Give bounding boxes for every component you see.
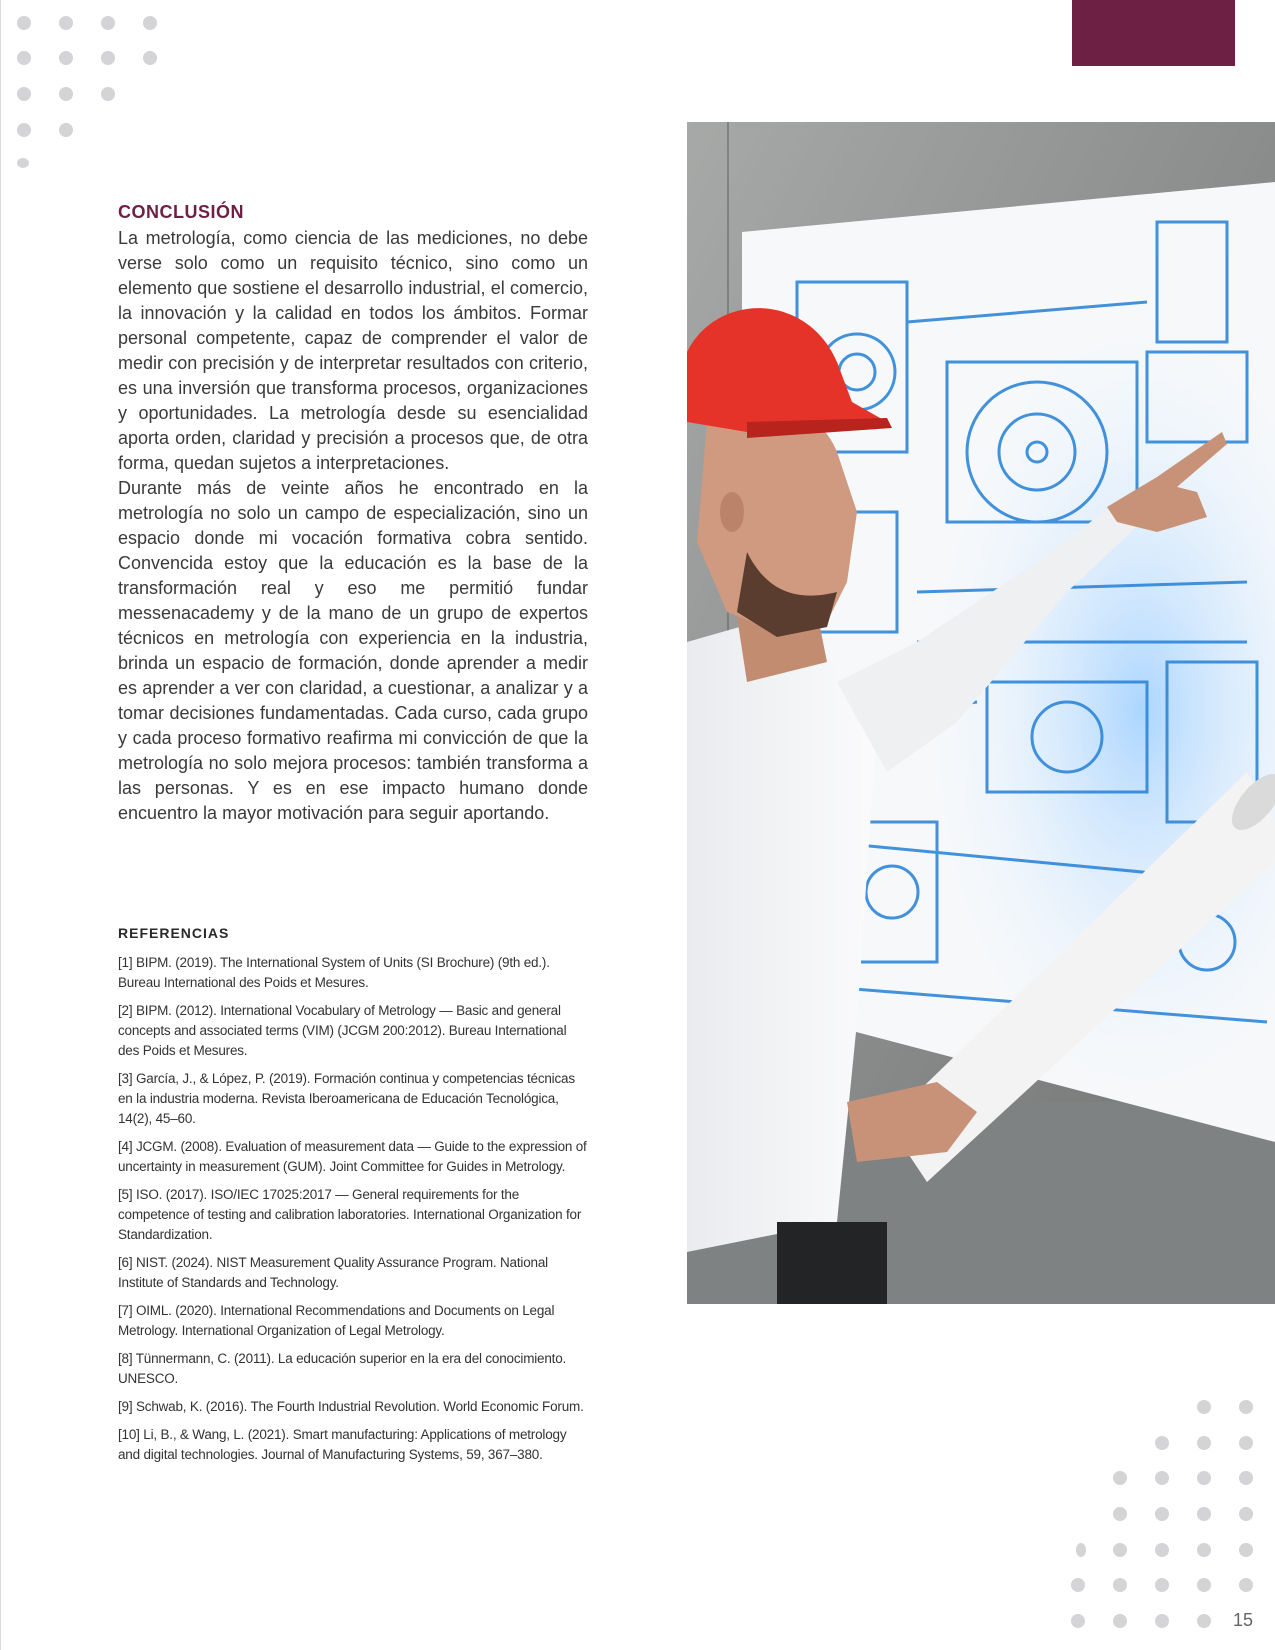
engineer-blueprint-photo xyxy=(687,122,1275,1304)
page-left-rule xyxy=(0,0,1,1650)
reference-item: [1] BIPM. (2019). The International System of Units (SI Brochure) (9th ed.). Bureau International des Poids et Mesures. xyxy=(118,955,550,990)
accent-block xyxy=(1072,0,1235,66)
paragraph: Durante más de veinte años he encontrado en la metrología no solo un campo de especialización, sino un espacio donde mi vocación formativa cobra sentido. Convencida estoy que la educación es la base de la transformación real y eso me permitió fundar messenacademy y de la mano de un grupo de expertos técnicos en metrología con experiencia en la industria, brinda un espacio de formación, donde aprender a medir es aprender a ver con claridad, a cuestionar, a analizar y a tomar decisiones fundamentadas. Cada curso, cada grupo y cada proceso formativo reafirma mi convicción de que la metrología no solo mejora procesos: también transforma a las personas. Y es en ese impacto humano donde encuentro la mayor motivación para seguir aportando. xyxy=(118,478,588,823)
reference-item: [6] NIST. (2024). NIST Measurement Quality Assurance Program. National Institute of Standards and Technology. xyxy=(118,1255,548,1290)
reference-item: [5] ISO. (2017). ISO/IEC 17025:2017 — General requirements for the competence of testing and calibration laboratories. International Organization for Standardization. xyxy=(118,1187,582,1242)
reference-item: [4] JCGM. (2008). Evaluation of measurement data — Guide to the expression of uncertainty in measurement (GUM). Joint Committee for Guides in Metrology. xyxy=(118,1139,587,1174)
reference-item: [9] Schwab, K. (2016). The Fourth Industrial Revolution. World Economic Forum. xyxy=(118,1399,584,1414)
section-title: CONCLUSIÓN xyxy=(118,202,244,222)
references-title: REFERENCIAS xyxy=(118,925,230,941)
reference-item: [3] García, J., & López, P. (2019). Formación continua y competencias técnicas en la industria moderna. Revista Iberoamericana de Educación Tecnológica, 14(2), 45–60. xyxy=(118,1071,575,1126)
page-number: 15 xyxy=(1233,1610,1254,1630)
reference-item: [2] BIPM. (2012). International Vocabulary of Metrology — Basic and general concepts and associated terms (VIM) (JCGM 200:2012). Bureau International des Poids et Mesures. xyxy=(118,1003,567,1058)
references-list xyxy=(118,953,588,1473)
reference-item: [8] Tünnermann, C. (2011). La educación superior en la era del conocimiento. UNESCO. xyxy=(118,1351,567,1386)
reference-item: [7] OIML. (2020). International Recommendations and Documents on Legal Metrology. International Organization of Legal Metrology. xyxy=(118,1303,555,1338)
paragraph: La metrología, como ciencia de las mediciones, no debe verse solo como un requisito técnico, sino como un elemento que sostiene el desarrollo industrial, el comercio, la innovación y la calidad en todos los ámbitos. Formar personal competente, capaz de comprender el valor de medir con precisión y de interpretar resultados con criterio, es una inversión que transforma procesos, organizaciones y oportunidades. La metrología desde su esencialidad aporta orden, claridad y precisión a procesos que, de otra forma, quedan sujetos a interpretaciones. xyxy=(118,228,588,473)
conclusion-body xyxy=(118,226,588,826)
reference-item: [10] Li, B., & Wang, L. (2021). Smart manufacturing: Applications of metrology and digital technologies. Journal of Manufacturing Systems, 59, 367–380. xyxy=(118,1427,567,1462)
